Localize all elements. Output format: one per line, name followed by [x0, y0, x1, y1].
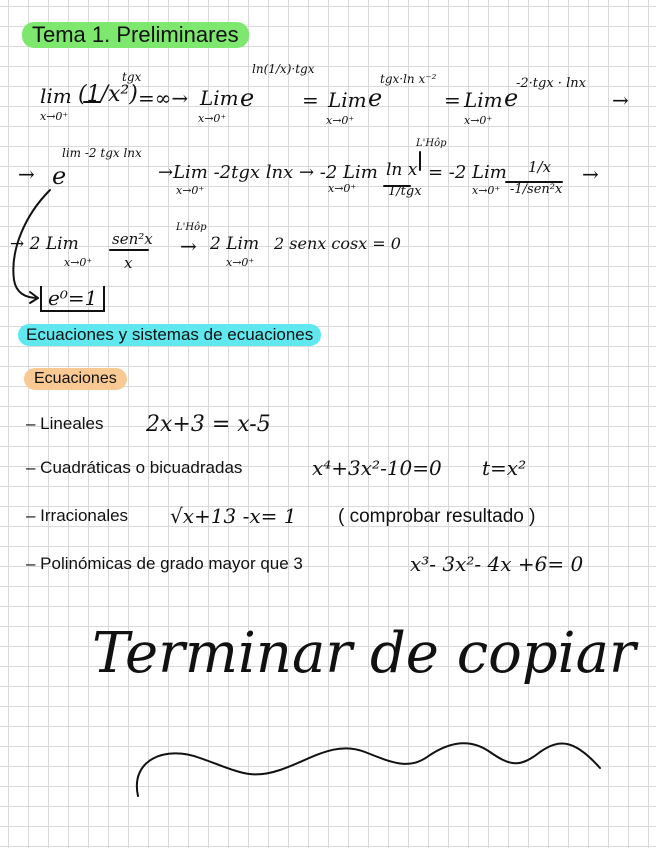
exponent-2: ln(1/x)·tgx [252, 62, 315, 76]
hopital-label-1: L'Hôp [416, 138, 447, 149]
row3-sub1: x→0⁺ [64, 256, 93, 269]
lim-1-sub: x→0⁺ [40, 110, 69, 123]
base-fraction: (1/x²) [78, 82, 138, 107]
limit-row-2 [16, 136, 646, 222]
e-base: e [52, 162, 67, 190]
section-heading: Ecuaciones y sistemas de ecuaciones [18, 324, 321, 346]
exponent-1: tgx [122, 70, 142, 84]
result-box: e⁰=1 [40, 286, 105, 312]
list-item [26, 552, 636, 582]
arrow-right-icon: → [180, 234, 197, 258]
lim-4-sub: x→0⁺ [464, 114, 493, 127]
fraction-1-numerator: ln x [386, 160, 418, 180]
row3-part2: 2 Lim [210, 234, 260, 254]
lim-4: Lim [464, 88, 503, 112]
limit-row-1 [40, 62, 640, 134]
equals-2: = [302, 88, 319, 112]
item-label: – Lineales [26, 414, 104, 433]
lim-3: Lim [328, 88, 367, 112]
e-1: e [240, 84, 255, 112]
equals-1: =∞→ [138, 86, 189, 110]
exponent-3: tgx·ln x⁻² [380, 72, 437, 86]
item-math: x³- 3x²- 4x +6= 0 [410, 552, 584, 576]
row2-part1: →Lim -2tgx lnx → -2 Lim [158, 162, 378, 183]
list-item [26, 504, 626, 534]
item-math: 2x+3 = x-5 [146, 412, 271, 437]
e-3: e [504, 84, 519, 112]
row2-sub1b: x→0⁺ [328, 182, 357, 195]
row3-fraction-numerator: sen²x [112, 230, 153, 248]
fraction-2-numerator: 1/x [528, 158, 552, 176]
list-item [26, 456, 626, 486]
lim-2: Lim [200, 86, 239, 110]
lim-2-sub: x→0⁺ [198, 112, 227, 125]
arrow-right-icon: → [612, 88, 629, 112]
e-exponent: lim -2 tgx lnx [62, 146, 142, 160]
row3-fraction-denominator: x [124, 254, 133, 272]
item-label: – Polinómicas de grado mayor que 3 [26, 554, 303, 573]
fraction-2-denominator: -1/sen²x [510, 182, 563, 197]
equals-3: = [444, 88, 461, 112]
lim-3-sub: x→0⁺ [326, 114, 355, 127]
row3-expression: 2 senx cosx = 0 [274, 234, 401, 253]
handwritten-note: Terminar de copiar [92, 621, 636, 686]
fraction-1-denominator: 1/tgx [388, 184, 422, 199]
limit-row-3 [10, 222, 430, 282]
item-extra: ( comprobar resultado ) [338, 506, 536, 527]
item-math: √x+13 -x= 1 [170, 504, 297, 528]
item-extra: t=x² [482, 456, 527, 480]
item-math: x⁴+3x²-10=0 [312, 456, 442, 480]
e-2: e [368, 84, 383, 112]
item-label: – Irracionales [26, 506, 129, 525]
exponent-4: -2·tgx · lnx [516, 76, 586, 91]
lim-1: lim [40, 84, 72, 108]
lead-arrow-icon: → [18, 162, 35, 186]
item-label: – Cuadráticas o bicuadradas [26, 458, 243, 477]
page-title: Tema 1. Preliminares [22, 22, 249, 48]
subsection-heading: Ecuaciones [24, 368, 127, 390]
arrow-right-icon: → [582, 162, 599, 186]
row2-eq: = -2 Lim [428, 162, 507, 183]
row2-sub2: x→0⁺ [472, 184, 501, 197]
list-item [26, 412, 626, 442]
row3-lead: → 2 Lim [10, 234, 79, 254]
row3-sub2: x→0⁺ [226, 256, 255, 269]
hopital-label-2: L'Hôp [176, 222, 207, 233]
row2-sub1: x→0⁺ [176, 184, 205, 197]
